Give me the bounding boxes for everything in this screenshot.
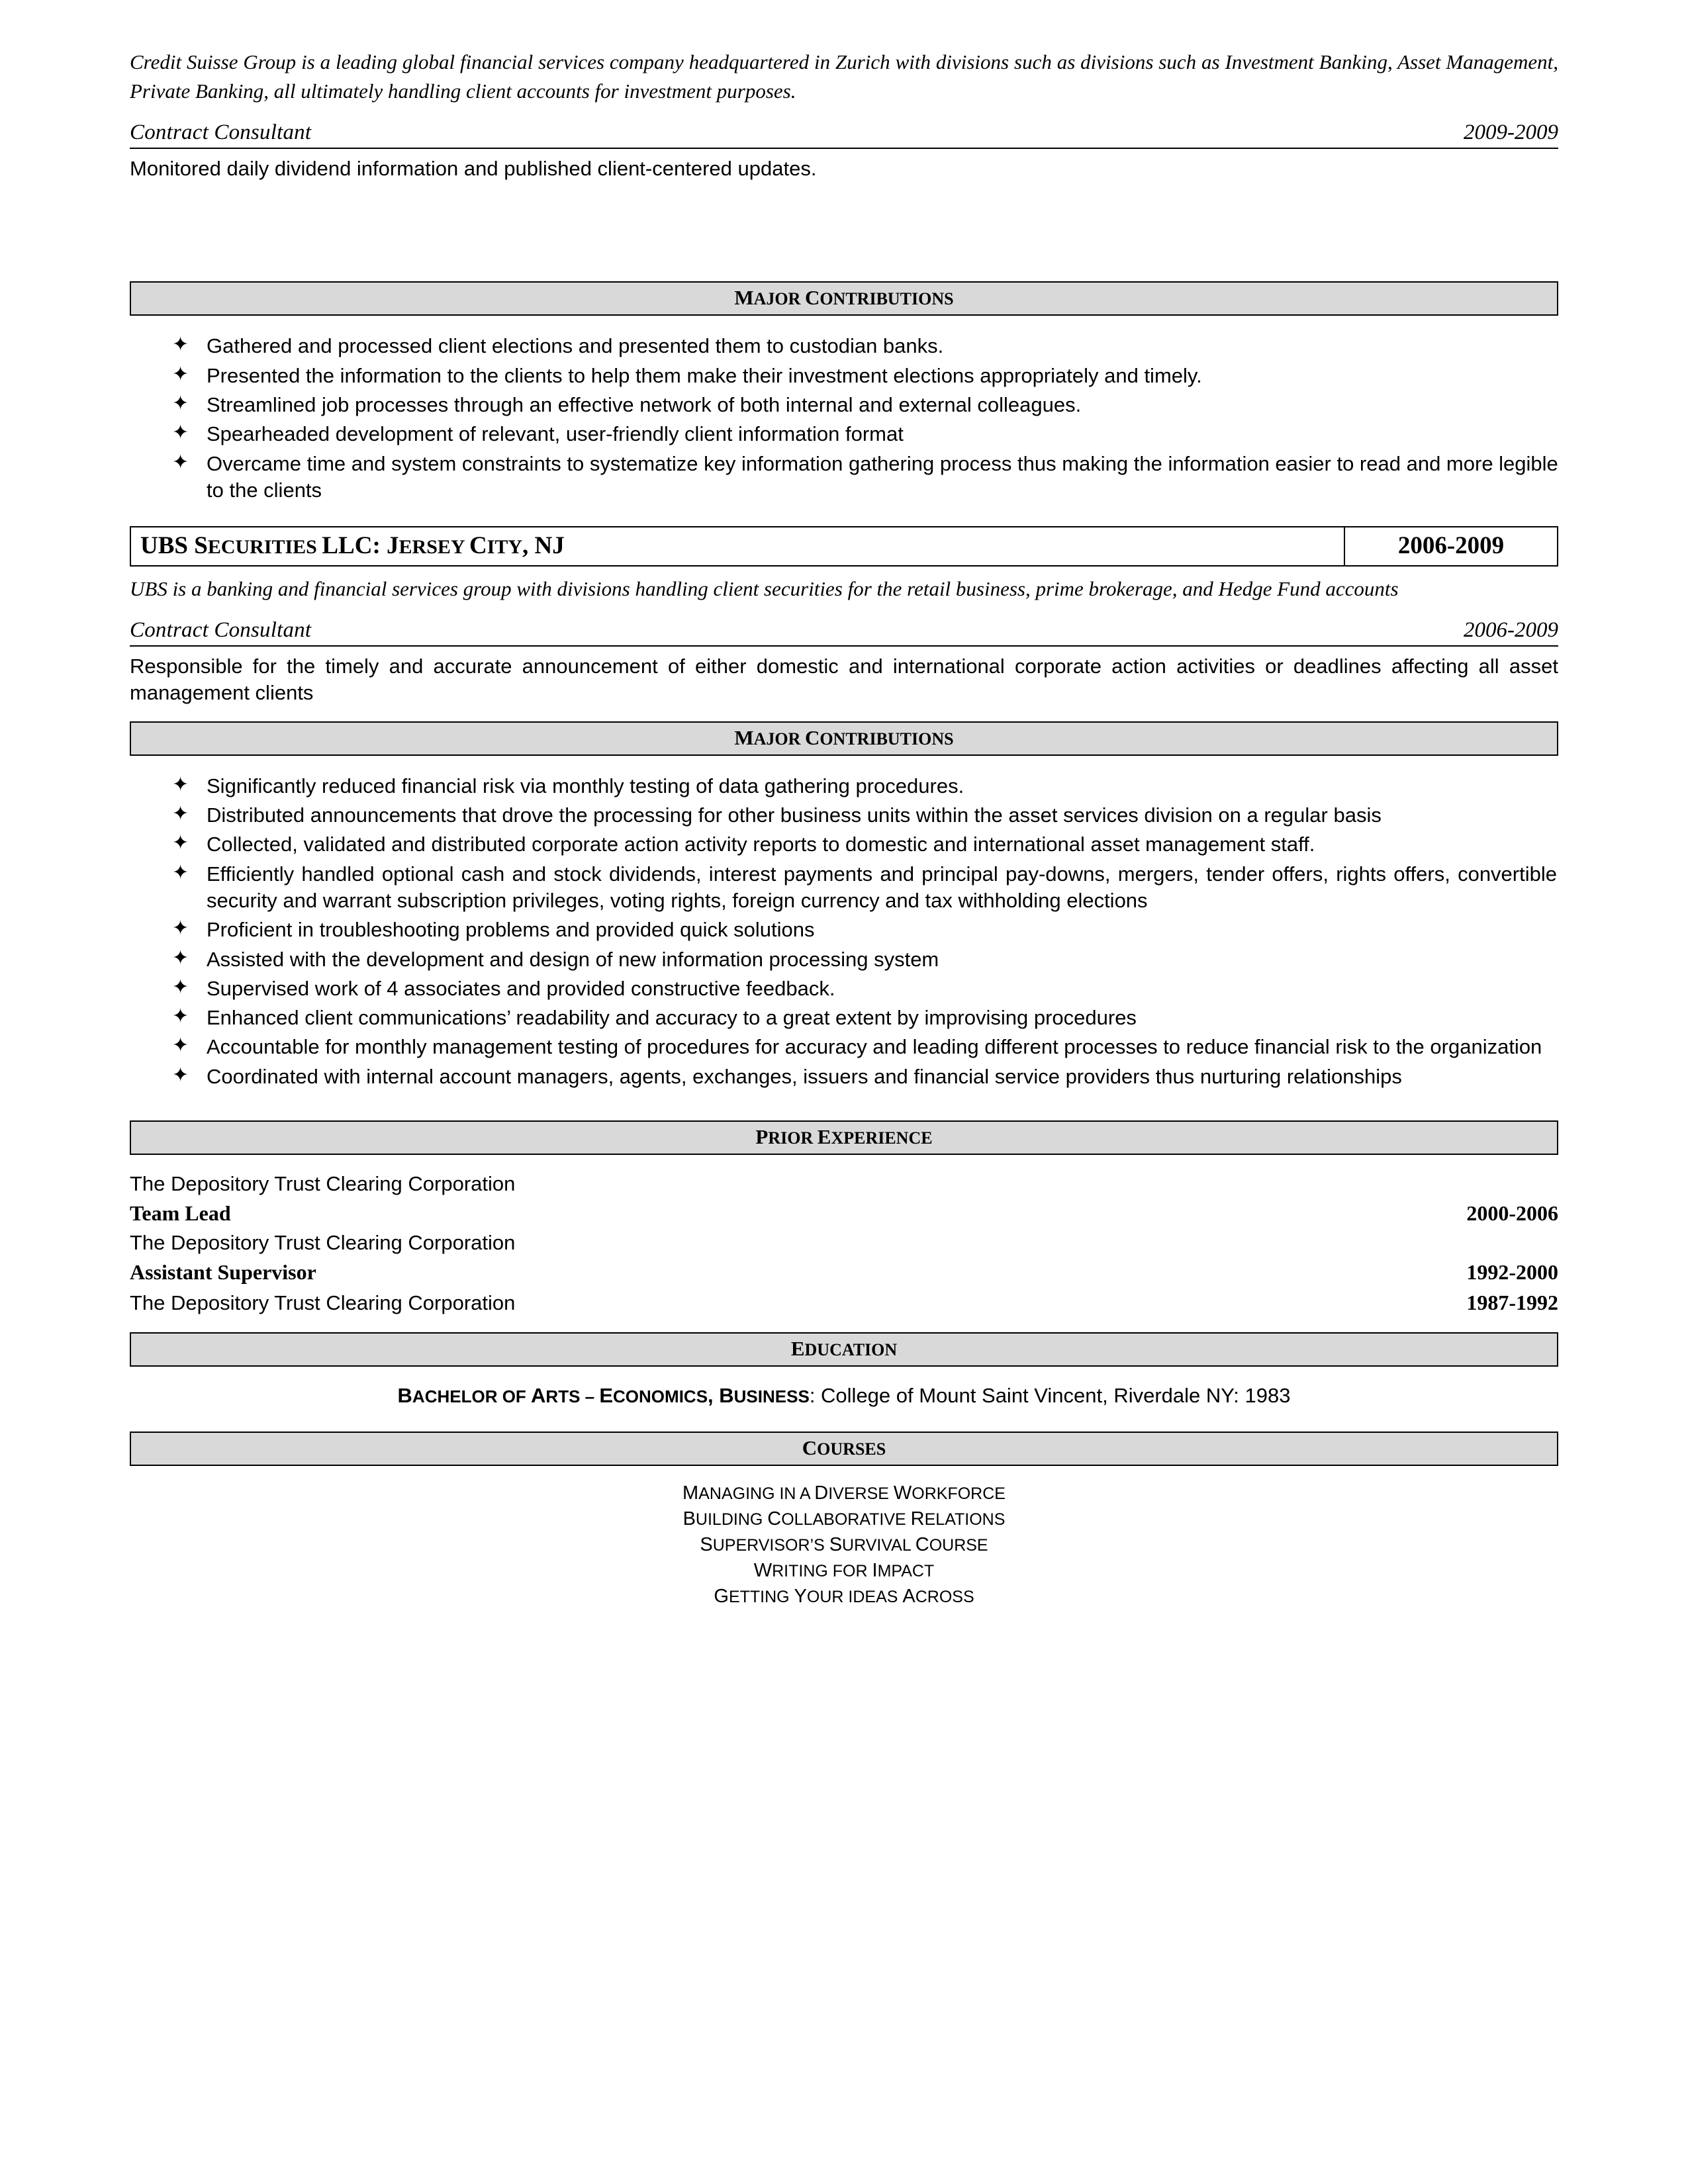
section-title-part: DUCATION — [804, 1340, 898, 1360]
bullet-icon: ✦ — [172, 861, 189, 884]
list-item-text: Presented the information to the clients to help them make their investment elections appropriately and timely. — [207, 363, 1202, 387]
degree-part: B — [397, 1384, 412, 1408]
degree-part: , B — [708, 1384, 734, 1408]
section-title-part: ONTRIBUTIONS — [820, 289, 954, 309]
organization-name: The Depository Trust Clearing Corporation — [130, 1291, 516, 1314]
degree-part: CONOMICS — [613, 1387, 708, 1407]
section-title-part: C — [802, 1436, 818, 1460]
list-item — [130, 1480, 1558, 1506]
list-item — [165, 773, 1558, 799]
list-item — [165, 976, 1558, 1002]
course-part: D — [814, 1482, 829, 1504]
course-part: ORKFORCE — [912, 1484, 1006, 1504]
bullet-icon: ✦ — [172, 1034, 189, 1057]
spacer — [130, 182, 1558, 255]
section-title-part: E — [790, 1337, 805, 1361]
list-item-text: Distributed announcements that drove the processing for other business units within the asset services division on a regular basis — [207, 803, 1382, 827]
list-item — [165, 451, 1558, 504]
list-item — [165, 1064, 1558, 1090]
list-item-text: Significantly reduced financial risk via monthly testing of data gathering procedures. — [207, 774, 964, 797]
section-bar-major-contributions-2 — [130, 721, 1558, 756]
course-part: URVIVAL — [842, 1536, 915, 1555]
section-title-part: XPERIENCE — [831, 1128, 933, 1148]
course-part: ANAGING IN A — [698, 1484, 815, 1504]
list-item-text: Overcame time and system constraints to systematize key information gathering process thus making the information easier to read and more legible to the clients — [207, 451, 1558, 502]
list-item — [165, 946, 1558, 973]
section-bar-prior-experience — [130, 1120, 1558, 1155]
degree-part: ACHELOR OF — [412, 1387, 532, 1407]
list-item — [130, 1199, 1558, 1228]
courses-list — [130, 1480, 1558, 1609]
section-title-part: C — [804, 286, 820, 310]
job-description: Responsible for the timely and accurate announcement of either domestic and international corporate action activities or deadlines affecting all asset management clients — [130, 655, 1558, 705]
bullet-icon: ✦ — [172, 451, 189, 473]
list-item-text: Collected, validated and distributed corporate action activity reports to domestic and international asset management staff. — [207, 833, 1315, 856]
course-part: MPACT — [877, 1561, 935, 1580]
years: 2000-2006 — [1466, 1201, 1558, 1225]
education-detail: : College of Mount Saint Vincent, Riverdale NY: 1983 — [809, 1384, 1291, 1408]
contributions-list-ubs — [130, 773, 1558, 1090]
years: 1992-2000 — [1466, 1260, 1558, 1285]
organization-name: The Depository Trust Clearing Corporation — [130, 1231, 516, 1255]
bullet-icon: ✦ — [172, 773, 189, 796]
job-title-row-ubs — [130, 618, 1558, 647]
course-part: W — [893, 1482, 912, 1504]
job-title: Contract Consultant — [130, 120, 312, 145]
section-bar-courses — [130, 1432, 1558, 1466]
course-part: UILDING — [695, 1510, 768, 1529]
course-part: S — [829, 1534, 843, 1556]
list-item — [165, 917, 1558, 943]
list-item-text: Coordinated with internal account managers, agents, exchanges, issuers and financial service providers thus nurturing relationships — [207, 1064, 1402, 1088]
list-item — [165, 363, 1558, 389]
course-part: C — [915, 1534, 929, 1556]
section-title-part: RIOR — [768, 1128, 818, 1148]
list-item-text: Streamlined job processes through an effective network of both internal and external colleagues. — [207, 392, 1082, 416]
bullet-icon: ✦ — [172, 363, 189, 385]
section-title-part: AJOR — [753, 729, 805, 749]
job-dates: 2009-2009 — [1464, 120, 1558, 145]
section-title-part: P — [755, 1124, 769, 1148]
list-item — [130, 1584, 1558, 1610]
role-title: Assistant Supervisor — [130, 1260, 316, 1285]
course-part: C — [767, 1508, 782, 1530]
bullet-icon: ✦ — [172, 422, 189, 444]
list-item-text: Supervised work of 4 associates and provided constructive feedback. — [207, 976, 835, 1000]
degree-part: RTS – — [545, 1387, 600, 1407]
course-part: OUR IDEAS — [806, 1587, 903, 1606]
section-title-part: ONTRIBUTIONS — [820, 729, 954, 749]
course-part: UPERVISOR’S — [712, 1536, 829, 1555]
section-bar-major-contributions-1 — [130, 281, 1558, 316]
company-years: 2006-2009 — [1397, 532, 1505, 560]
company-name-part: ERSEY — [399, 536, 469, 559]
course-part: IVERSE — [828, 1484, 894, 1504]
bullet-icon: ✦ — [172, 1064, 189, 1086]
job-title-row-credit-suisse — [130, 120, 1558, 149]
years: 1987-1992 — [1466, 1290, 1558, 1314]
list-item — [165, 861, 1558, 915]
prior-experience-list — [130, 1169, 1558, 1318]
company-name-part: ITY — [487, 536, 523, 559]
company-name-part: , NJ — [522, 532, 565, 560]
course-part: I — [872, 1559, 878, 1581]
section-bar-education — [130, 1332, 1558, 1367]
list-item-text: Assisted with the development and design of new information processing system — [207, 947, 939, 971]
bullet-icon: ✦ — [172, 1005, 189, 1028]
bullet-icon: ✦ — [172, 392, 189, 414]
list-item — [165, 392, 1558, 418]
course-part: G — [714, 1585, 729, 1607]
course-part: OURSE — [929, 1536, 988, 1555]
course-part: R — [910, 1508, 925, 1530]
degree-part: E — [599, 1384, 614, 1408]
course-part: ELATIONS — [924, 1510, 1006, 1529]
bullet-icon: ✦ — [172, 917, 189, 940]
list-item — [165, 421, 1558, 447]
section-title-part: M — [734, 286, 754, 310]
list-item-text: Gathered and processed client elections and presented them to custodian banks. — [207, 334, 944, 358]
course-part: S — [700, 1534, 713, 1556]
company-header-ubs — [130, 526, 1558, 567]
company-intro-paragraph: Credit Suisse Group is a leading global financial services company headquartered in Zurich with divisions such as divisions such as Investment Banking, Asset Management, Private Banking, all ultimately handling client accounts for investment purposes. — [130, 50, 1558, 103]
bullet-icon: ✦ — [172, 832, 189, 854]
section-title-part: AJOR — [753, 289, 805, 309]
list-item — [165, 1034, 1558, 1060]
list-item-text: Proficient in troubleshooting problems and provided quick solutions — [207, 918, 815, 942]
list-item — [130, 1257, 1558, 1287]
list-item — [130, 1506, 1558, 1532]
list-item-text: Spearheaded development of relevant, user-friendly client information format — [207, 422, 904, 446]
course-part: RITING FOR — [772, 1561, 872, 1580]
company-description: UBS is a banking and financial services group with divisions handling client securities for the retail business, prime brokerage, and Hedge Fund accounts — [130, 577, 1399, 601]
list-item — [165, 831, 1558, 858]
bullet-icon: ✦ — [172, 334, 189, 356]
list-item-text: Efficiently handled optional cash and stock dividends, interest payments and principal pay-downs, mergers, tender offers, rights offers, convertible security and warrant subscription privileges, voting rights, foreign currency and tax withholding elections — [207, 862, 1557, 912]
section-title-part: OURSES — [817, 1439, 886, 1459]
section-title-part: M — [734, 725, 754, 749]
job-description: Monitored daily dividend information and published client-centered updates. — [130, 157, 817, 181]
company-name-part: LLC: J — [322, 532, 399, 560]
list-item — [130, 1288, 1558, 1318]
list-item — [130, 1169, 1558, 1199]
course-part: Y — [794, 1585, 807, 1607]
list-item — [130, 1532, 1558, 1558]
course-part: ETTING — [728, 1587, 794, 1606]
list-item-text: Accountable for monthly management testing of procedures for accuracy and leading different processes to reduce financial risk to the organization — [207, 1035, 1542, 1059]
job-title: Contract Consultant — [130, 618, 312, 643]
role-title: Team Lead — [130, 1201, 231, 1225]
company-name — [131, 527, 1345, 565]
course-part: M — [682, 1482, 699, 1504]
bullet-icon: ✦ — [172, 976, 189, 998]
list-item — [165, 802, 1558, 829]
bullet-icon: ✦ — [172, 946, 189, 969]
course-part: B — [682, 1508, 696, 1530]
degree-part: A — [531, 1384, 546, 1408]
course-part: A — [902, 1585, 915, 1607]
list-item-text: Enhanced client communications’ readability and accuracy to a great extent by improvising procedures — [207, 1006, 1137, 1030]
section-title-part: E — [817, 1124, 831, 1148]
course-part: CROSS — [915, 1587, 974, 1606]
course-part: OLLABORATIVE — [781, 1510, 911, 1529]
list-item — [165, 1005, 1558, 1031]
education-entry — [130, 1384, 1558, 1408]
company-name-part: C — [469, 532, 487, 560]
company-name-part: ECURITIES — [207, 536, 322, 559]
course-part: W — [753, 1559, 773, 1581]
contributions-list-credit-suisse — [130, 333, 1558, 504]
list-item — [130, 1228, 1558, 1257]
degree-title — [398, 1384, 810, 1407]
list-item — [165, 333, 1558, 359]
degree-part: USINESS — [733, 1387, 810, 1407]
organization-name: The Depository Trust Clearing Corporation — [130, 1171, 516, 1195]
company-name-part: UBS S — [140, 532, 208, 560]
section-title-part: C — [804, 725, 820, 749]
job-dates: 2006-2009 — [1464, 618, 1558, 643]
list-item — [130, 1558, 1558, 1584]
bullet-icon: ✦ — [172, 803, 189, 825]
